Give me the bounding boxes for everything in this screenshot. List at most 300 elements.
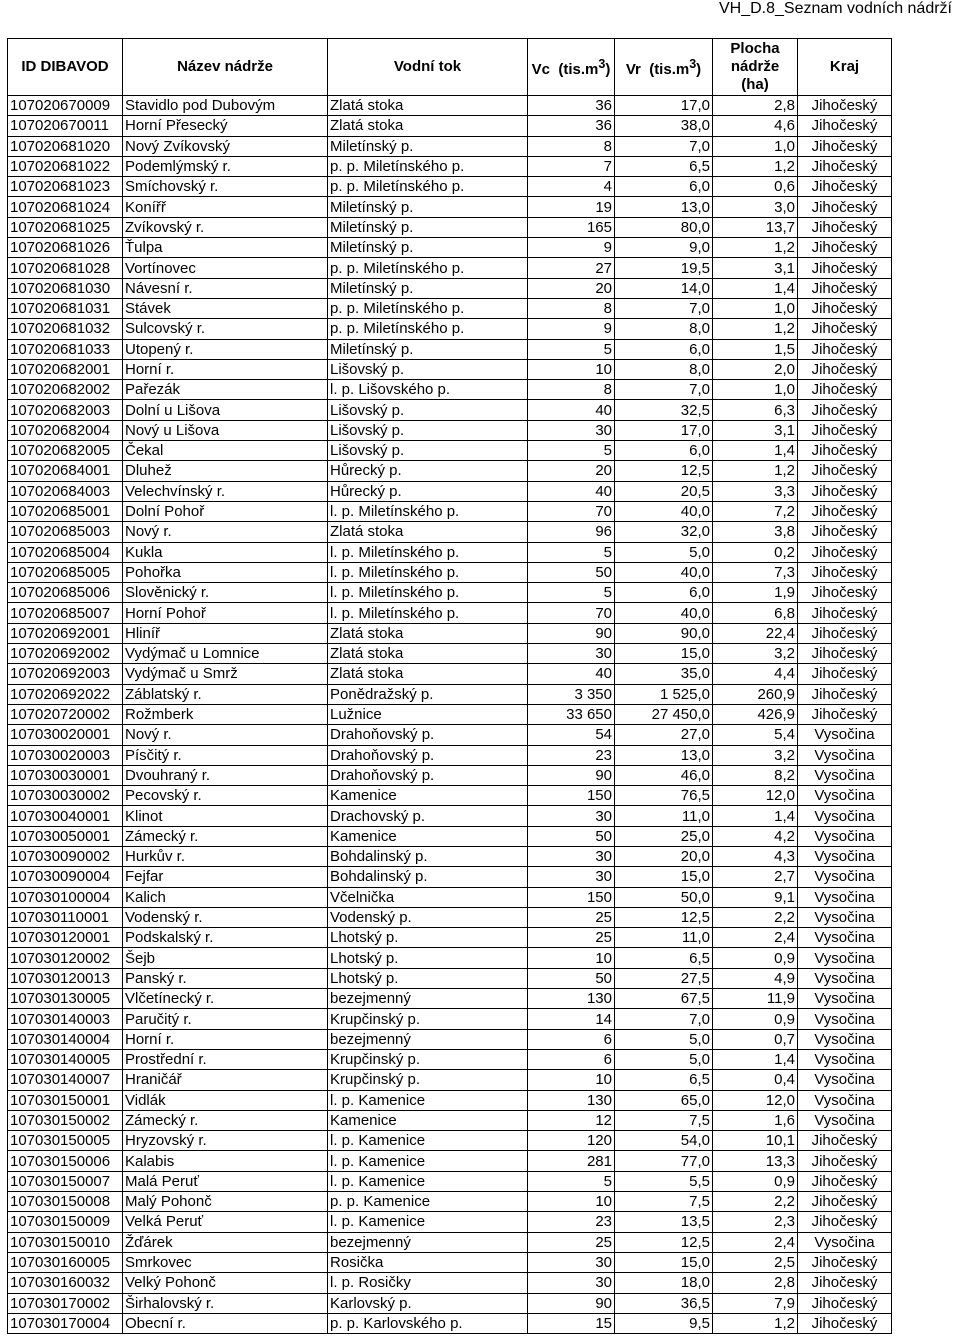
cell-name: Rožmberk <box>123 704 328 724</box>
col-header-area: Plocha nádrže (ha) <box>713 39 798 96</box>
cell-region: Jihočeský <box>798 238 892 258</box>
table-row <box>8 1110 892 1130</box>
cell-vr: 50,0 <box>615 887 713 907</box>
cell-region: Vysočina <box>798 786 892 806</box>
cell-vr: 40,0 <box>615 501 713 521</box>
cell-vr: 7,0 <box>615 136 713 156</box>
cell-area: 1,0 <box>713 136 798 156</box>
cell-vr: 27,5 <box>615 968 713 988</box>
cell-name: Hurkův r. <box>123 846 328 866</box>
cell-stream: l. p. Kamenice <box>328 1171 528 1191</box>
cell-vr: 7,0 <box>615 298 713 318</box>
cell-stream: Krupčinský p. <box>328 1009 528 1029</box>
cell-stream: Miletínský p. <box>328 136 528 156</box>
cell-id: 107020685005 <box>8 562 123 582</box>
cell-name: Fejfar <box>123 867 328 887</box>
cell-vr: 6,0 <box>615 441 713 461</box>
cell-vr: 11,0 <box>615 806 713 826</box>
cell-vc: 30 <box>528 1252 615 1272</box>
cell-region: Vysočina <box>798 968 892 988</box>
col-header-vr: Vr $(tis.m^3)$ <box>615 39 713 96</box>
cell-name: Paručitý r. <box>123 1009 328 1029</box>
cell-name: Velechvínský r. <box>123 481 328 501</box>
cell-region: Jihočeský <box>798 1313 892 1333</box>
cell-area: 8,2 <box>713 765 798 785</box>
cell-area: 1,4 <box>713 806 798 826</box>
cell-area: 11,9 <box>713 989 798 1009</box>
cell-name: Vlčetínecký r. <box>123 989 328 1009</box>
cell-region: Vysočina <box>798 806 892 826</box>
cell-vr: 6,5 <box>615 948 713 968</box>
cell-vr: 18,0 <box>615 1273 713 1293</box>
cell-vc: 23 <box>528 1212 615 1232</box>
cell-id: 107020682004 <box>8 420 123 440</box>
cell-vr: 7,0 <box>615 380 713 400</box>
cell-stream: Kamenice <box>328 1110 528 1130</box>
table-row <box>8 603 892 623</box>
cell-stream: Lišovský p. <box>328 400 528 420</box>
cell-area: 4,2 <box>713 826 798 846</box>
cell-vc: 36 <box>528 96 615 116</box>
cell-area: 3,0 <box>713 197 798 217</box>
cell-name: Pohořka <box>123 562 328 582</box>
cell-stream: Zlatá stoka <box>328 96 528 116</box>
cell-vc: 96 <box>528 522 615 542</box>
cell-area: 0,9 <box>713 948 798 968</box>
cell-vr: 25,0 <box>615 826 713 846</box>
cell-region: Vysočina <box>798 1049 892 1069</box>
cell-area: 0,4 <box>713 1070 798 1090</box>
cell-stream: Zlatá stoka <box>328 644 528 664</box>
cell-region: Jihočeský <box>798 704 892 724</box>
cell-id: 107030120013 <box>8 968 123 988</box>
cell-area: 3,3 <box>713 481 798 501</box>
cell-vr: 12,5 <box>615 461 713 481</box>
cell-name: Nový r. <box>123 522 328 542</box>
cell-stream: Miletínský p. <box>328 339 528 359</box>
cell-vr: 13,0 <box>615 745 713 765</box>
table-row <box>8 745 892 765</box>
cell-stream: Kamenice <box>328 786 528 806</box>
cell-vr: 15,0 <box>615 867 713 887</box>
cell-id: 107030170004 <box>8 1313 123 1333</box>
table-row <box>8 116 892 136</box>
cell-id: 107020685006 <box>8 583 123 603</box>
cell-stream: bezejmenný <box>328 989 528 1009</box>
cell-region: Vysočina <box>798 948 892 968</box>
table-row <box>8 704 892 724</box>
cell-id: 107030140003 <box>8 1009 123 1029</box>
cell-area: 12,0 <box>713 786 798 806</box>
cell-region: Jihočeský <box>798 177 892 197</box>
cell-id: 107030160032 <box>8 1273 123 1293</box>
cell-stream: Vodenský p. <box>328 907 528 927</box>
cell-id: 107020681023 <box>8 177 123 197</box>
cell-id: 107020720002 <box>8 704 123 724</box>
cell-region: Jihočeský <box>798 583 892 603</box>
cell-name: Podskalský r. <box>123 928 328 948</box>
cell-vr: 32,5 <box>615 400 713 420</box>
cell-region: Jihočeský <box>798 116 892 136</box>
table-row <box>8 806 892 826</box>
cell-stream: p. p. Kamenice <box>328 1192 528 1212</box>
cell-stream: Zlatá stoka <box>328 664 528 684</box>
cell-region: Jihočeský <box>798 339 892 359</box>
cell-stream: p. p. Miletínského p. <box>328 319 528 339</box>
table-row <box>8 562 892 582</box>
cell-region: Jihočeský <box>798 481 892 501</box>
cell-vc: 14 <box>528 1009 615 1029</box>
cell-area: 2,8 <box>713 96 798 116</box>
cell-vc: 8 <box>528 380 615 400</box>
table-row <box>8 1090 892 1110</box>
table-row <box>8 583 892 603</box>
cell-name: Zámecký r. <box>123 1110 328 1130</box>
cell-region: Jihočeský <box>798 684 892 704</box>
col-header-vc: Vc $(tis.m^3)$ <box>528 39 615 96</box>
cell-vc: 50 <box>528 826 615 846</box>
table-row <box>8 420 892 440</box>
cell-stream: Karlovský p. <box>328 1293 528 1313</box>
table-row <box>8 298 892 318</box>
cell-id: 107020692022 <box>8 684 123 704</box>
cell-vr: 27,0 <box>615 725 713 745</box>
cell-region: Jihočeský <box>798 96 892 116</box>
cell-name: Horní r. <box>123 1029 328 1049</box>
cell-stream: Drahoňovský p. <box>328 725 528 745</box>
cell-area: 4,9 <box>713 968 798 988</box>
cell-stream: Drahoňovský p. <box>328 765 528 785</box>
cell-name: Nový Zvíkovský <box>123 136 328 156</box>
cell-id: 107030120002 <box>8 948 123 968</box>
cell-id: 107030150006 <box>8 1151 123 1171</box>
cell-vc: 33 650 <box>528 704 615 724</box>
cell-vc: 165 <box>528 217 615 237</box>
cell-vr: 40,0 <box>615 562 713 582</box>
col-header-id: ID DIBAVOD <box>8 39 123 96</box>
cell-name: Klinot <box>123 806 328 826</box>
cell-area: 260,9 <box>713 684 798 704</box>
cell-region: Jihočeský <box>798 501 892 521</box>
cell-region: Jihočeský <box>798 400 892 420</box>
cell-stream: Zlatá stoka <box>328 623 528 643</box>
cell-stream: l. p. Rosičky <box>328 1273 528 1293</box>
cell-area: 12,0 <box>713 1090 798 1110</box>
cell-vc: 30 <box>528 644 615 664</box>
table-row <box>8 238 892 258</box>
cell-name: Horní Přesecký <box>123 116 328 136</box>
table-row <box>8 522 892 542</box>
cell-name: Prostřední r. <box>123 1049 328 1069</box>
cell-region: Jihočeský <box>798 522 892 542</box>
cell-stream: Krupčinský p. <box>328 1070 528 1090</box>
cell-vc: 25 <box>528 1232 615 1252</box>
cell-region: Vysočina <box>798 765 892 785</box>
cell-area: 1,2 <box>713 238 798 258</box>
cell-name: Sulcovský r. <box>123 319 328 339</box>
cell-area: 7,2 <box>713 501 798 521</box>
cell-name: Vortínovec <box>123 258 328 278</box>
cell-vc: 120 <box>528 1131 615 1151</box>
cell-vc: 25 <box>528 907 615 927</box>
cell-vc: 50 <box>528 968 615 988</box>
cell-vr: 7,5 <box>615 1110 713 1130</box>
cell-stream: Drahoňovský p. <box>328 745 528 765</box>
cell-id: 107020682005 <box>8 441 123 461</box>
cell-name: Smíchovský r. <box>123 177 328 197</box>
cell-region: Jihočeský <box>798 1212 892 1232</box>
cell-id: 107020682001 <box>8 359 123 379</box>
cell-vr: 6,0 <box>615 583 713 603</box>
cell-area: 2,4 <box>713 1232 798 1252</box>
cell-id: 107030140005 <box>8 1049 123 1069</box>
cell-region: Jihočeský <box>798 664 892 684</box>
cell-stream: l. p. Miletínského p. <box>328 603 528 623</box>
cell-region: Jihočeský <box>798 1192 892 1212</box>
cell-id: 107020681031 <box>8 298 123 318</box>
cell-vc: 23 <box>528 745 615 765</box>
cell-region: Jihočeský <box>798 278 892 298</box>
table-row <box>8 623 892 643</box>
cell-name: Pecovský r. <box>123 786 328 806</box>
cell-stream: Kamenice <box>328 826 528 846</box>
cell-stream: Lišovský p. <box>328 420 528 440</box>
cell-name: Dolní u Lišova <box>123 400 328 420</box>
cell-area: 2,5 <box>713 1252 798 1272</box>
cell-name: Smrkovec <box>123 1252 328 1272</box>
cell-id: 107030150001 <box>8 1090 123 1110</box>
cell-id: 107020681030 <box>8 278 123 298</box>
cell-vc: 70 <box>528 603 615 623</box>
cell-vc: 90 <box>528 1293 615 1313</box>
cell-vc: 7 <box>528 156 615 176</box>
table-row <box>8 725 892 745</box>
cell-vr: 7,0 <box>615 1009 713 1029</box>
cell-region: Jihočeský <box>798 217 892 237</box>
col-header-region: Kraj <box>798 39 892 96</box>
cell-vc: 3 350 <box>528 684 615 704</box>
cell-area: 0,9 <box>713 1009 798 1029</box>
cell-name: Vydýmač u Smrž <box>123 664 328 684</box>
cell-name: Žďárek <box>123 1232 328 1252</box>
cell-name: Obecní r. <box>123 1313 328 1333</box>
cell-area: 3,2 <box>713 644 798 664</box>
cell-vc: 130 <box>528 1090 615 1110</box>
cell-id: 107030150005 <box>8 1131 123 1151</box>
cell-area: 1,4 <box>713 441 798 461</box>
cell-vr: 80,0 <box>615 217 713 237</box>
cell-area: 5,4 <box>713 725 798 745</box>
cell-id: 107030160005 <box>8 1252 123 1272</box>
cell-stream: l. p. Kamenice <box>328 1151 528 1171</box>
cell-name: Vodenský r. <box>123 907 328 927</box>
cell-area: 0,6 <box>713 177 798 197</box>
cell-region: Jihočeský <box>798 562 892 582</box>
cell-id: 107020685003 <box>8 522 123 542</box>
cell-vc: 150 <box>528 786 615 806</box>
cell-stream: Miletínský p. <box>328 197 528 217</box>
cell-name: Zámecký r. <box>123 826 328 846</box>
cell-stream: Včelnička <box>328 887 528 907</box>
table-row <box>8 765 892 785</box>
cell-region: Jihočeský <box>798 156 892 176</box>
cell-vc: 30 <box>528 867 615 887</box>
cell-stream: l. p. Kamenice <box>328 1212 528 1232</box>
cell-region: Vysočina <box>798 745 892 765</box>
cell-area: 7,9 <box>713 1293 798 1313</box>
cell-stream: l. p. Miletínského p. <box>328 583 528 603</box>
table-row <box>8 217 892 237</box>
cell-name: Dluhež <box>123 461 328 481</box>
cell-vr: 5,0 <box>615 1049 713 1069</box>
cell-stream: Hůrecký p. <box>328 461 528 481</box>
cell-id: 107030090004 <box>8 867 123 887</box>
cell-vr: 9,0 <box>615 238 713 258</box>
cell-id: 107020692003 <box>8 664 123 684</box>
cell-id: 107030030001 <box>8 765 123 785</box>
cell-vr: 12,5 <box>615 907 713 927</box>
cell-name: Konířř <box>123 197 328 217</box>
cell-vc: 27 <box>528 258 615 278</box>
cell-vc: 36 <box>528 116 615 136</box>
cell-stream: Bohdalinský p. <box>328 846 528 866</box>
cell-stream: Miletínský p. <box>328 278 528 298</box>
table-row <box>8 1293 892 1313</box>
cell-region: Jihočeský <box>798 136 892 156</box>
table-row <box>8 846 892 866</box>
cell-name: Horní r. <box>123 359 328 379</box>
cell-region: Jihočeský <box>798 542 892 562</box>
cell-id: 107030150009 <box>8 1212 123 1232</box>
table-row <box>8 1192 892 1212</box>
cell-stream: l. p. Lišovského p. <box>328 380 528 400</box>
table-row <box>8 1151 892 1171</box>
cell-vc: 40 <box>528 664 615 684</box>
cell-area: 1,9 <box>713 583 798 603</box>
table-row <box>8 542 892 562</box>
cell-vr: 20,5 <box>615 481 713 501</box>
cell-area: 3,1 <box>713 258 798 278</box>
cell-area: 0,2 <box>713 542 798 562</box>
cell-vc: 5 <box>528 1171 615 1191</box>
cell-vr: 36,5 <box>615 1293 713 1313</box>
cell-area: 2,0 <box>713 359 798 379</box>
cell-vr: 77,0 <box>615 1151 713 1171</box>
cell-stream: Drachovský p. <box>328 806 528 826</box>
cell-stream: Zlatá stoka <box>328 116 528 136</box>
cell-vr: 67,5 <box>615 989 713 1009</box>
cell-name: Širhalovský r. <box>123 1293 328 1313</box>
table-row <box>8 1252 892 1272</box>
cell-id: 107020681025 <box>8 217 123 237</box>
table-row <box>8 96 892 116</box>
table-row <box>8 1212 892 1232</box>
cell-name: Stávek <box>123 298 328 318</box>
cell-area: 2,4 <box>713 928 798 948</box>
cell-vc: 30 <box>528 1273 615 1293</box>
cell-area: 13,3 <box>713 1151 798 1171</box>
cell-region: Jihočeský <box>798 1151 892 1171</box>
cell-vr: 6,5 <box>615 156 713 176</box>
cell-id: 107030050001 <box>8 826 123 846</box>
cell-region: Vysočina <box>798 907 892 927</box>
cell-area: 13,7 <box>713 217 798 237</box>
cell-name: Písčitý r. <box>123 745 328 765</box>
cell-id: 107020682003 <box>8 400 123 420</box>
cell-area: 4,3 <box>713 846 798 866</box>
cell-vc: 8 <box>528 136 615 156</box>
cell-id: 107030120001 <box>8 928 123 948</box>
cell-id: 107020692002 <box>8 644 123 664</box>
cell-region: Vysočina <box>798 846 892 866</box>
cell-area: 2,2 <box>713 907 798 927</box>
table-row <box>8 136 892 156</box>
cell-region: Jihočeský <box>798 1273 892 1293</box>
cell-vc: 50 <box>528 562 615 582</box>
cell-stream: p. p. Miletínského p. <box>328 177 528 197</box>
cell-region: Jihočeský <box>798 603 892 623</box>
table-row <box>8 1009 892 1029</box>
cell-id: 107030150008 <box>8 1192 123 1212</box>
cell-name: Návesní r. <box>123 278 328 298</box>
cell-vr: 13,0 <box>615 197 713 217</box>
table-row <box>8 1232 892 1252</box>
cell-name: Malý Pohonč <box>123 1192 328 1212</box>
cell-area: 3,2 <box>713 745 798 765</box>
table-row <box>8 1273 892 1293</box>
cell-vc: 20 <box>528 461 615 481</box>
cell-vr: 12,5 <box>615 1232 713 1252</box>
cell-area: 3,8 <box>713 522 798 542</box>
cell-area: 2,3 <box>713 1212 798 1232</box>
cell-region: Jihočeský <box>798 461 892 481</box>
cell-vc: 12 <box>528 1110 615 1130</box>
cell-vc: 30 <box>528 420 615 440</box>
cell-name: Velká Peruť <box>123 1212 328 1232</box>
table-row <box>8 400 892 420</box>
cell-id: 107020684001 <box>8 461 123 481</box>
cell-stream: Lišovský p. <box>328 359 528 379</box>
cell-vr: 6,0 <box>615 339 713 359</box>
table-row <box>8 684 892 704</box>
cell-vr: 7,5 <box>615 1192 713 1212</box>
table-row <box>8 644 892 664</box>
cell-name: Panský r. <box>123 968 328 988</box>
cell-name: Slověnický r. <box>123 583 328 603</box>
cell-name: Kukla <box>123 542 328 562</box>
table-header-row <box>8 39 892 96</box>
cell-stream: Rosička <box>328 1252 528 1272</box>
table-row <box>8 380 892 400</box>
cell-name: Nový u Lišova <box>123 420 328 440</box>
cell-vc: 5 <box>528 441 615 461</box>
cell-vr: 15,0 <box>615 644 713 664</box>
cell-vc: 6 <box>528 1049 615 1069</box>
cell-area: 0,9 <box>713 1171 798 1191</box>
cell-name: Stavidlo pod Dubovým <box>123 96 328 116</box>
cell-vr: 17,0 <box>615 420 713 440</box>
table-row <box>8 1049 892 1069</box>
cell-id: 107030100004 <box>8 887 123 907</box>
cell-area: 426,9 <box>713 704 798 724</box>
table-row <box>8 786 892 806</box>
cell-id: 107020684003 <box>8 481 123 501</box>
table-row <box>8 928 892 948</box>
cell-vr: 27 450,0 <box>615 704 713 724</box>
cell-vr: 8,0 <box>615 319 713 339</box>
cell-vc: 54 <box>528 725 615 745</box>
cell-region: Jihočeský <box>798 1171 892 1191</box>
